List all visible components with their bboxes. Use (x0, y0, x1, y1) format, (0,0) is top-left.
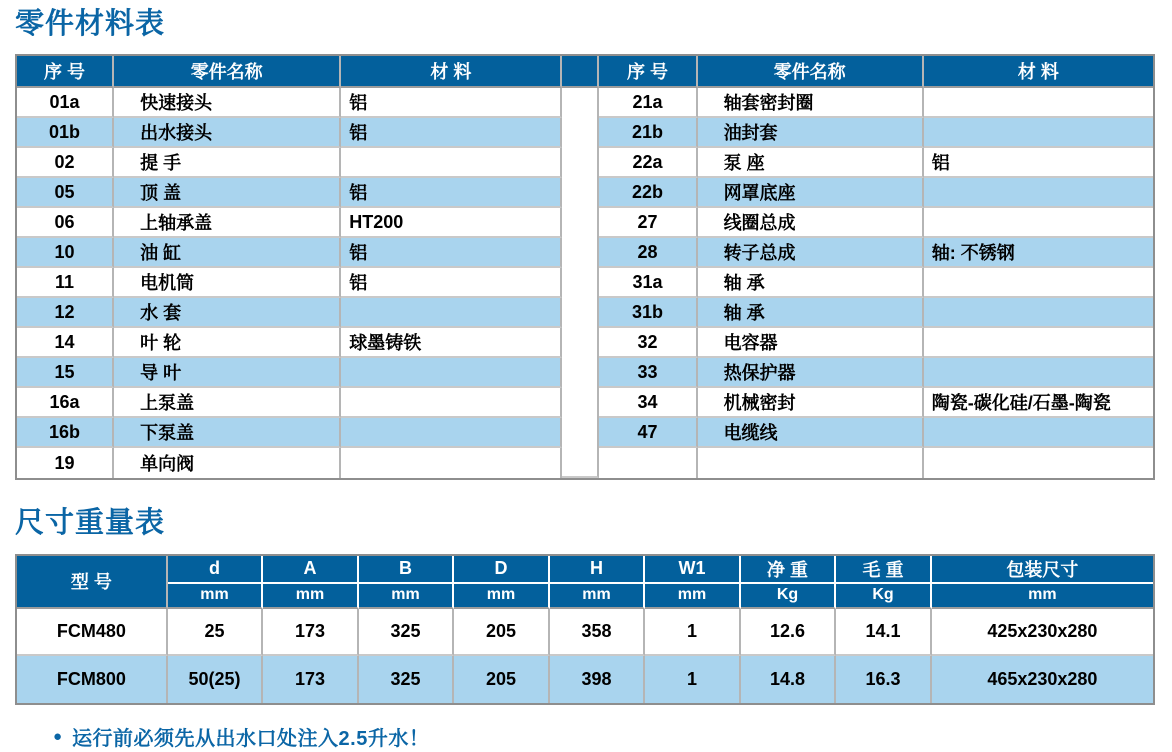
header-H: H (550, 556, 646, 584)
header-model: 型 号 (17, 556, 168, 609)
dims-header-row-units (17, 584, 1153, 609)
part-name-cell: 顶 盖 (114, 178, 341, 208)
warning-note-text: 运行前必须先从出水口处注入2.5升水！ (72, 727, 430, 750)
serial-cell: 01b (17, 118, 114, 148)
unit-H: mm (550, 584, 646, 609)
serial-cell: 10 (17, 238, 114, 268)
warning-note (53, 722, 1156, 751)
part-name-cell: 单向阀 (114, 448, 341, 478)
part-name-cell: 泵 座 (698, 148, 924, 178)
serial-cell: 01a (17, 88, 114, 118)
table-row (17, 656, 1153, 703)
unit-package-size: mm (932, 584, 1153, 609)
material-cell: 铝 (924, 148, 1153, 178)
part-name-cell: 叶 轮 (114, 328, 341, 358)
material-cell (924, 448, 1153, 478)
part-name-cell: 导 叶 (114, 358, 341, 388)
serial-cell: 19 (17, 448, 114, 478)
part-name-cell: 网罩底座 (698, 178, 924, 208)
part-name-cell: 电容器 (698, 328, 924, 358)
header-A: A (263, 556, 359, 584)
header-material-right: 材 料 (924, 56, 1153, 88)
serial-cell: 32 (599, 328, 697, 358)
serial-cell (599, 448, 697, 478)
serial-cell: 14 (17, 328, 114, 358)
header-W1: W1 (645, 556, 741, 584)
serial-cell: 15 (17, 358, 114, 388)
serial-cell: 02 (17, 148, 114, 178)
part-name-cell: 油 缸 (114, 238, 341, 268)
value-cell: 12.6 (741, 609, 837, 656)
model-cell: FCM480 (17, 609, 168, 656)
part-name-cell: 轴 承 (698, 298, 924, 328)
unit-net-weight: Kg (741, 584, 837, 609)
bullet-icon: ● (53, 727, 63, 745)
serial-cell: 21b (599, 118, 697, 148)
value-cell: 205 (454, 656, 550, 703)
material-cell (341, 358, 562, 388)
table-row (17, 609, 1153, 656)
serial-cell: 27 (599, 208, 697, 238)
material-cell (341, 148, 562, 178)
dims-table-title: 尺寸重量表 (15, 507, 166, 540)
value-cell: 50(25) (168, 656, 264, 703)
value-cell: 205 (454, 609, 550, 656)
material-cell (341, 418, 562, 448)
material-cell (924, 358, 1153, 388)
unit-A: mm (263, 584, 359, 609)
header-part-name-left: 零件名称 (114, 56, 341, 88)
serial-cell: 22b (599, 178, 697, 208)
part-name-cell: 上泵盖 (114, 388, 341, 418)
table-row (17, 88, 1153, 118)
serial-cell: 31b (599, 298, 697, 328)
value-cell: 358 (550, 609, 646, 656)
part-name-cell: 线圈总成 (698, 208, 924, 238)
serial-cell: 28 (599, 238, 697, 268)
header-serial-right: 序 号 (599, 56, 697, 88)
serial-cell: 47 (599, 418, 697, 448)
part-name-cell: 下泵盖 (114, 418, 341, 448)
part-name-cell: 转子总成 (698, 238, 924, 268)
parts-material-table (15, 54, 1155, 480)
header-d: d (168, 556, 264, 584)
material-cell: 铝 (341, 118, 562, 148)
value-cell: 14.1 (836, 609, 932, 656)
serial-cell: 16a (17, 388, 114, 418)
unit-d: mm (168, 584, 264, 609)
material-cell (924, 418, 1153, 448)
material-cell: 轴: 不锈钢 (924, 238, 1153, 268)
serial-cell: 22a (599, 148, 697, 178)
header-serial-left: 序 号 (17, 56, 114, 88)
serial-cell: 11 (17, 268, 114, 298)
material-cell: 球墨铸铁 (341, 328, 562, 358)
serial-cell: 33 (599, 358, 697, 388)
value-cell: 173 (263, 609, 359, 656)
parts-header-row (17, 56, 1153, 88)
material-cell: HT200 (341, 208, 562, 238)
part-name-cell: 上轴承盖 (114, 208, 341, 238)
part-name-cell: 油封套 (698, 118, 924, 148)
material-cell: 陶瓷-碳化硅/石墨-陶瓷 (924, 388, 1153, 418)
material-cell (341, 298, 562, 328)
part-name-cell: 提 手 (114, 148, 341, 178)
header-B: B (359, 556, 455, 584)
serial-cell: 05 (17, 178, 114, 208)
material-cell (341, 448, 562, 478)
material-cell (924, 268, 1153, 298)
part-name-cell: 电机筒 (114, 268, 341, 298)
value-cell: 14.8 (741, 656, 837, 703)
serial-cell: 31a (599, 268, 697, 298)
part-name-cell (698, 448, 924, 478)
value-cell: 325 (359, 656, 455, 703)
serial-cell: 12 (17, 298, 114, 328)
part-name-cell: 快速接头 (114, 88, 341, 118)
material-cell: 铝 (341, 88, 562, 118)
header-part-name-right: 零件名称 (698, 56, 924, 88)
header-gross-weight: 毛 重 (836, 556, 932, 584)
part-name-cell: 水 套 (114, 298, 341, 328)
dims-header-row-labels (17, 556, 1153, 584)
header-D: D (454, 556, 550, 584)
dimensions-weight-table (15, 554, 1155, 705)
unit-D: mm (454, 584, 550, 609)
part-name-cell: 热保护器 (698, 358, 924, 388)
value-cell: 398 (550, 656, 646, 703)
material-cell (341, 388, 562, 418)
part-name-cell: 电缆线 (698, 418, 924, 448)
material-cell (924, 328, 1153, 358)
serial-cell: 06 (17, 208, 114, 238)
material-cell: 铝 (341, 238, 562, 268)
unit-gross-weight: Kg (836, 584, 932, 609)
material-cell (924, 118, 1153, 148)
material-cell (924, 178, 1153, 208)
table-spacer-column (562, 88, 599, 478)
unit-B: mm (359, 584, 455, 609)
value-cell: 1 (645, 656, 741, 703)
material-cell (924, 88, 1153, 118)
model-cell: FCM800 (17, 656, 168, 703)
value-cell: 465x230x280 (932, 656, 1153, 703)
material-cell: 铝 (341, 178, 562, 208)
parts-table-title: 零件材料表 (15, 8, 166, 40)
part-name-cell: 机械密封 (698, 388, 924, 418)
header-material-left: 材 料 (341, 56, 562, 88)
serial-cell: 34 (599, 388, 697, 418)
serial-cell: 21a (599, 88, 697, 118)
material-cell (924, 298, 1153, 328)
unit-W1: mm (645, 584, 741, 609)
material-cell: 铝 (341, 268, 562, 298)
part-name-cell: 轴 承 (698, 268, 924, 298)
value-cell: 16.3 (836, 656, 932, 703)
value-cell: 325 (359, 609, 455, 656)
serial-cell: 16b (17, 418, 114, 448)
value-cell: 1 (645, 609, 741, 656)
value-cell: 173 (263, 656, 359, 703)
part-name-cell: 轴套密封圈 (698, 88, 924, 118)
spacer-header-cell (562, 56, 599, 88)
part-name-cell: 出水接头 (114, 118, 341, 148)
header-package-size: 包装尺寸 (932, 556, 1153, 584)
header-net-weight: 净 重 (741, 556, 837, 584)
material-cell (924, 208, 1153, 238)
value-cell: 25 (168, 609, 264, 656)
value-cell: 425x230x280 (932, 609, 1153, 656)
